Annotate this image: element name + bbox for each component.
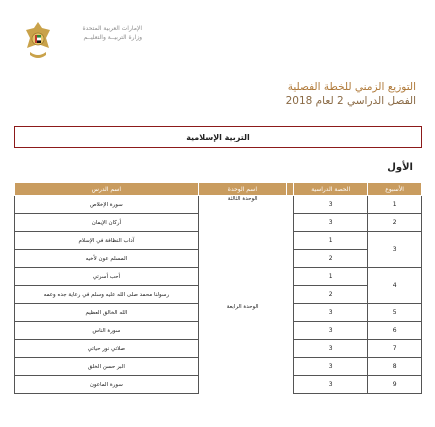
week-cell: 8: [368, 358, 422, 376]
uae-emblem-logo: [22, 20, 54, 62]
lesson-cell: الله الخالق العظيم: [15, 304, 199, 322]
spacer-cell: [287, 358, 294, 376]
semester-title: الفصل الدراسي 2 لعام 2018: [285, 95, 416, 107]
sessions-cell: 3: [294, 322, 368, 340]
subject-banner: [14, 126, 422, 148]
lesson-cell: أحب أسرتي: [15, 268, 199, 286]
unit-cell: الوحدة الرابعة: [226, 303, 259, 310]
spacer-cell: [287, 268, 294, 286]
sessions-cell: 3: [294, 214, 368, 232]
lesson-cell: أركان الإيمان: [15, 214, 199, 232]
spacer-cell: [287, 304, 294, 322]
lesson-cell: البر حسن الخلق: [15, 358, 199, 376]
sessions-cell: 3: [294, 196, 368, 214]
sessions-cell: 3: [294, 340, 368, 358]
spacer-cell: [287, 376, 294, 394]
lesson-cell: صلاتي نور حياتي: [15, 340, 199, 358]
spacer-cell: [287, 196, 294, 214]
ministry-line-1: الإمارات العربية المتحدة: [82, 25, 142, 32]
subject-name: التربية الإسلامية: [14, 127, 422, 147]
sessions-cell: 3: [294, 358, 368, 376]
spacer-cell: [287, 232, 294, 250]
table-header-row: [15, 183, 422, 196]
sessions-cell: 1: [294, 232, 368, 250]
lesson-cell: المسلم عون لأخيه: [15, 250, 199, 268]
header-week: الأسبوع: [368, 183, 422, 196]
table-row: [15, 304, 422, 322]
week-cell: 7: [368, 340, 422, 358]
plan-titles: [286, 80, 416, 108]
sessions-cell: 3: [294, 376, 368, 394]
lesson-cell: سورة الإخلاص: [15, 196, 199, 214]
lesson-cell: آداب النظافة في الإسلام: [15, 232, 199, 250]
spacer-cell: [287, 286, 294, 304]
sessions-cell: 2: [294, 286, 368, 304]
spacer-cell: [287, 322, 294, 340]
week-cell: 5: [368, 304, 422, 322]
header-sessions: الحصة الدراسية: [294, 183, 368, 196]
week-cell: 6: [368, 322, 422, 340]
sessions-cell: 2: [294, 250, 368, 268]
week-cell: 3: [368, 232, 422, 268]
sessions-cell: 3: [294, 304, 368, 322]
week-cell: 2: [368, 214, 422, 232]
week-cell: 4: [368, 268, 422, 304]
term-label: الأول: [387, 162, 413, 173]
schedule-table: [14, 182, 422, 394]
lesson-cell: سورة الماعون: [15, 376, 199, 394]
plan-title: التوزيع الزمني للخطة الفصلية: [287, 81, 416, 93]
ministry-line-2: وزارة التربيــة والتعليــم: [83, 34, 142, 41]
ministry-name: [62, 24, 142, 42]
spacer-cell: [287, 340, 294, 358]
lesson-cell: رسولنا محمد صلى الله عليه وسلم في رعاية جده وعمه: [15, 286, 199, 304]
week-cell: 9: [368, 376, 422, 394]
week-cell: 1: [368, 196, 422, 214]
sessions-cell: 1: [294, 268, 368, 286]
header-unit: اسم الوحدة: [198, 183, 286, 196]
table-row: [15, 196, 422, 214]
spacer-cell: [287, 250, 294, 268]
lesson-cell: سورة الناس: [15, 322, 199, 340]
header-spacer: [287, 183, 294, 196]
spacer-cell: [287, 214, 294, 232]
header-lesson: اسم الدرس: [15, 183, 199, 196]
unit-cell: الوحدة الثالثة: [227, 196, 258, 202]
